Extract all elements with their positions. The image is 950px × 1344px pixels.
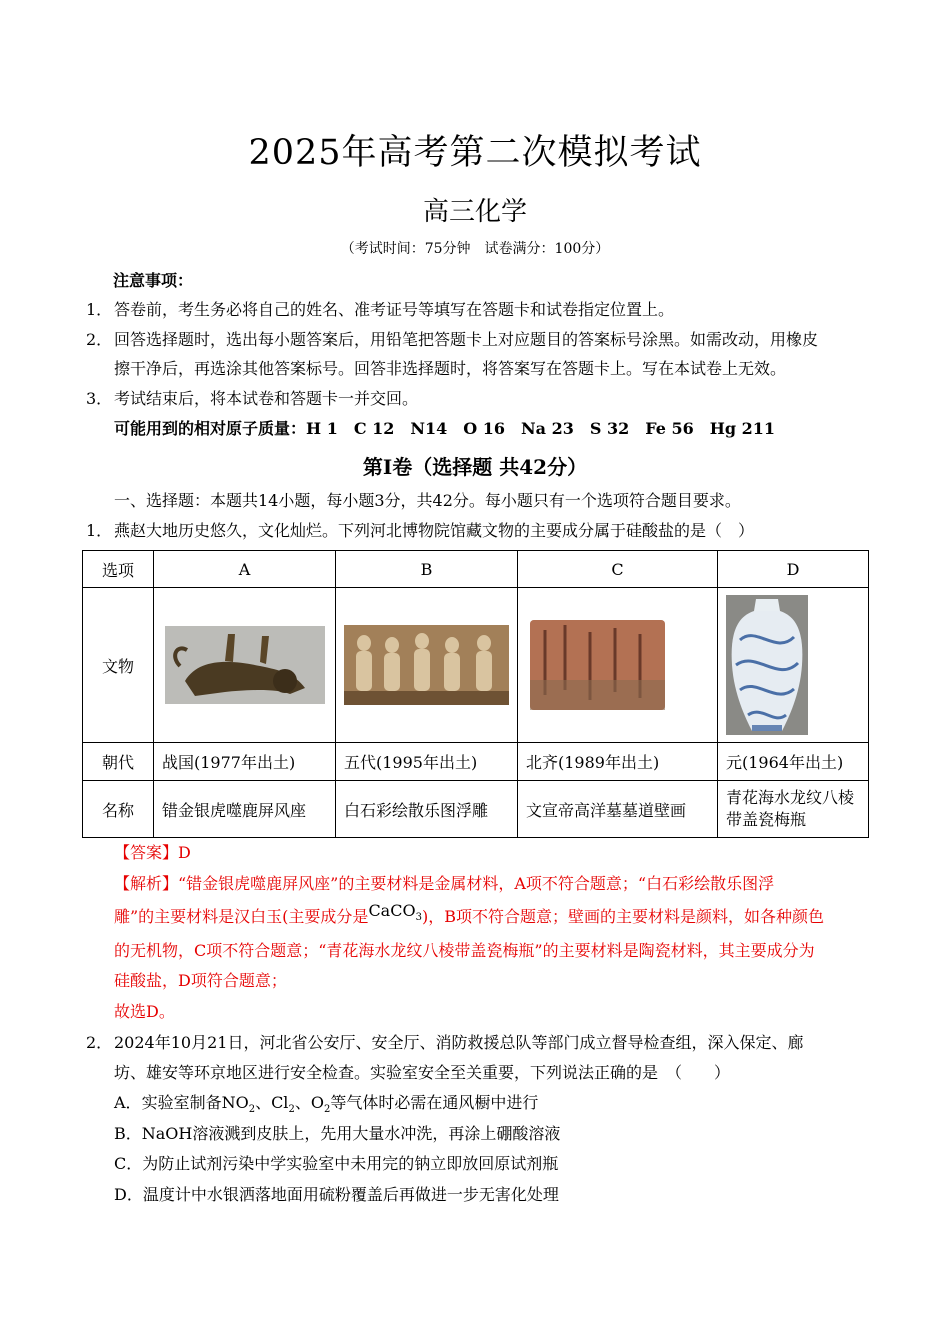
q1-analysis-line-5: 故选D。 (114, 1002, 175, 1021)
row-label-artifact: 文物 (83, 588, 154, 743)
dynasty-c: 北齐(1989年出土) (518, 743, 718, 781)
row-label-dynasty: 朝代 (83, 743, 154, 781)
formula-caco3: CaCO$_3$ (368, 901, 422, 924)
q1-analysis-line-4: 硅酸盐，D项符合题意； (114, 971, 287, 990)
q1-answer: 【答案】D (114, 843, 191, 862)
q1-analysis-line-3: 的无机物，C项不符合题意；“青花海水龙纹八棱带盖瓷梅瓶”的主要材料是陶瓷材料，其主要成分为 (114, 941, 815, 960)
option-b: B (336, 551, 518, 588)
dynasty-d: 元(1964年出土) (718, 743, 869, 781)
artifact-table (82, 550, 869, 838)
option-c: C (518, 551, 718, 588)
q2-option-a: A．实验室制备$NO_2$、$Cl_2$、$O_2$等气体时必需在通风橱中进行 (114, 1093, 539, 1116)
q2-option-d: D．温度计中水银洒落地面用硫粉覆盖后再做进一步无害化处理 (114, 1185, 559, 1204)
exam-info: （考试时间：75分钟 试卷满分：100分） (340, 241, 610, 257)
question-2-stem-cont: 坊、雄安等环京地区进行安全检查。实验室安全至关重要，下列说法正确的是 （ ） (114, 1063, 731, 1082)
q2-option-b: B．NaOH溶液溅到皮肤上，先用大量水冲洗，再涂上硼酸溶液 (114, 1124, 561, 1143)
artifact-image-d (718, 588, 869, 743)
notice-item-2-cont: 擦干净后，再选涂其他答案标号。回答非选择题时，将答案写在答题卡上。写在本试卷上无效。 (114, 359, 787, 378)
row-label-name: 名称 (83, 781, 154, 838)
relief-carving-image (344, 625, 509, 705)
section-title: 第Ⅰ卷（选择题 共42分） (362, 455, 588, 479)
dynasty-a: 战国(1977年出土) (154, 743, 336, 781)
notice-item-1: 1． 答卷前，考生务必将自己的姓名、准考证号等填写在答题卡和试卷指定位置上。 (86, 300, 675, 319)
subject-title: 高三化学 (422, 197, 527, 227)
q1-analysis-line-2: 雕”的主要材料是汉白玉(主要成分是CaCO$_3$)，B项不符合题意；壁画的主要材料是颜料，如各种颜色 (114, 901, 824, 926)
q1-analysis-line-1: 【解析】“错金银虎噬鹿屏风座”的主要材料是金属材料，A项不符合题意；“白石彩绘散乐图浮 (114, 874, 775, 893)
notice-item-3: 3． 考试结束后，将本试卷和答题卡一并交回。 (86, 389, 419, 408)
mural-image (530, 620, 665, 710)
question-1-stem: 1． 燕赵大地历史悠久，文化灿烂。下列河北博物院馆藏文物的主要成分属于硅酸盐的是（ ） (86, 521, 755, 540)
porcelain-vase-image (726, 595, 808, 735)
row-label-option: 选项 (83, 551, 154, 588)
q2-option-c: C．为防止试剂污染中学实验室中未用完的钠立即放回原试剂瓶 (114, 1154, 559, 1173)
exam-title: 2025年高考第二次模拟考试 (248, 133, 702, 173)
notice-item-2: 2． 回答选择题时，选出每小题答案后，用铅笔把答题卡上对应题目的答案标号涂黑。如需改动，用橡皮 (86, 330, 819, 349)
question-2-stem: 2． 2024年10月21日，河北省公安厅、安全厅、消防救援总队等部门成立督导检查组，深入保定、廊 (86, 1033, 804, 1052)
dynasty-b: 五代(1995年出土) (336, 743, 518, 781)
section-instruction: 一、选择题：本题共14小题，每小题3分，共42分。每小题只有一个选项符合题目要求。 (114, 491, 741, 510)
name-b: 白石彩绘散乐图浮雕 (336, 781, 518, 838)
bronze-tiger-image (165, 626, 325, 704)
atomic-mass: 可能用到的相对原子质量：H 1 C 12 N14 O 16 Na 23 S 32 Fe 56 Hg 211 (114, 419, 776, 438)
name-c: 文宣帝高洋墓墓道壁画 (518, 781, 718, 838)
name-d: 青花海水龙纹八棱 带盖瓷梅瓶 (718, 781, 869, 838)
name-a: 错金银虎噬鹿屏风座 (154, 781, 336, 838)
artifact-image-b (336, 588, 518, 743)
artifact-image-a (154, 588, 336, 743)
option-a: A (154, 551, 336, 588)
notice-heading: 注意事项： (113, 271, 194, 290)
option-d: D (718, 551, 869, 588)
artifact-image-c (518, 588, 718, 743)
